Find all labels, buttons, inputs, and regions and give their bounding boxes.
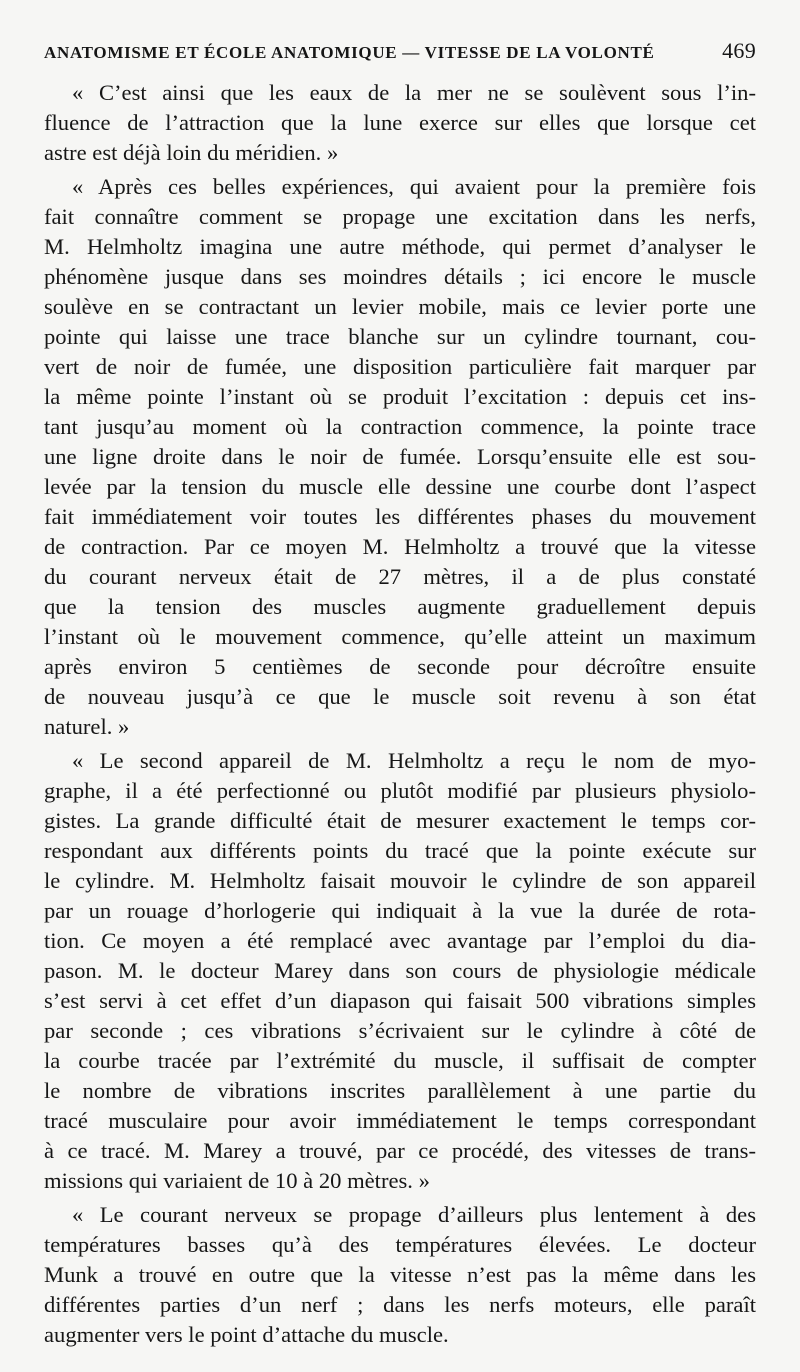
text-line: fluence de l’attraction que la lune exerce sur elles que lorsque cet xyxy=(44,110,756,135)
text-line: pointe qui laisse une trace blanche sur un cylindre tournant, cou- xyxy=(44,324,756,349)
text-line: une ligne droite dans le noir de fumée. Lorsqu’ensuite elle est sou- xyxy=(44,444,756,469)
text-line: « C’est ainsi que les eaux de la mer ne se soulèvent sous l’in- xyxy=(72,80,756,105)
page-header xyxy=(44,38,756,68)
text-line: tant jusqu’au moment où la contraction commence, la pointe trace xyxy=(44,414,756,439)
body-text xyxy=(44,78,756,1354)
text-line: naturel. » xyxy=(44,714,130,739)
text-line: la même pointe l’instant où se produit l’excitation : depuis cet ins- xyxy=(44,384,756,409)
text-line: que la tension des muscles augmente graduellement depuis xyxy=(44,594,756,619)
text-line: levée par la tension du muscle elle dessine une courbe dont l’aspect xyxy=(44,474,756,499)
text-line: graphe, il a été perfectionné ou plutôt modifié par plusieurs physiolo- xyxy=(44,778,756,803)
text-line: tion. Ce moyen a été remplacé avec avantage par l’emploi du dia- xyxy=(44,928,756,953)
page-number: 469 xyxy=(722,38,756,63)
text-line: l’instant où le mouvement commence, qu’elle atteint un maximum xyxy=(44,624,756,649)
text-line: après environ 5 centièmes de seconde pour décroître ensuite xyxy=(44,654,756,679)
text-line: le nombre de vibrations inscrites parallèlement à une partie du xyxy=(44,1078,756,1103)
text-line: s’est servi à cet effet d’un diapason qui faisait 500 vibrations simples xyxy=(44,988,756,1013)
paragraph xyxy=(44,78,756,168)
running-title: ANATOMISME ET ÉCOLE ANATOMIQUE — VITESSE DE LA VOLONTÉ xyxy=(44,43,655,62)
text-line: « Le second appareil de M. Helmholtz a reçu le nom de myo- xyxy=(72,748,756,773)
text-line: tracé musculaire pour avoir immédiatement le temps correspondant xyxy=(44,1108,756,1133)
text-line: « Le courant nerveux se propage d’ailleurs plus lentement à des xyxy=(72,1202,756,1227)
text-line: M. Helmholtz imagina une autre méthode, qui permet d’analyser le xyxy=(44,234,756,259)
text-line: respondant aux différents points du tracé que la pointe exécute sur xyxy=(44,838,756,863)
text-line: fait connaître comment se propage une excitation dans les nerfs, xyxy=(44,204,756,229)
text-line: par seconde ; ces vibrations s’écrivaient sur le cylindre à côté de xyxy=(44,1018,756,1043)
text-line: par un rouage d’horlogerie qui indiquait à la vue la durée de rota- xyxy=(44,898,756,923)
text-line: missions qui variaient de 10 à 20 mètres. » xyxy=(44,1168,430,1193)
text-line: fait immédiatement voir toutes les différentes phases du mouvement xyxy=(44,504,756,529)
text-line: astre est déjà loin du méridien. » xyxy=(44,140,339,165)
text-line: à ce tracé. M. Marey a trouvé, par ce procédé, des vitesses de trans- xyxy=(44,1138,756,1163)
text-line: Munk a trouvé en outre que la vitesse n’est pas la même dans les xyxy=(44,1262,756,1287)
text-line: soulève en se contractant un levier mobile, mais ce levier porte une xyxy=(44,294,756,319)
text-line: températures basses qu’à des températures élevées. Le docteur xyxy=(44,1232,756,1257)
text-line: de contraction. Par ce moyen M. Helmholtz a trouvé que la vitesse xyxy=(44,534,756,559)
text-line: le cylindre. M. Helmholtz faisait mouvoir le cylindre de son appareil xyxy=(44,868,756,893)
text-line: du courant nerveux était de 27 mètres, il a de plus constaté xyxy=(44,564,756,589)
text-line: de nouveau jusqu’à ce que le muscle soit revenu à son état xyxy=(44,684,756,709)
text-line: la courbe tracée par l’extrémité du muscle, il suffisait de compter xyxy=(44,1048,756,1073)
paragraph xyxy=(44,746,756,1196)
text-line: vert de noir de fumée, une disposition particulière fait marquer par xyxy=(44,354,756,379)
text-line: différentes parties d’un nerf ; dans les nerfs moteurs, elle paraît xyxy=(44,1292,756,1317)
paragraph xyxy=(44,1200,756,1350)
text-line: gistes. La grande difficulté était de mesurer exactement le temps cor- xyxy=(44,808,756,833)
text-line: phénomène jusque dans ses moindres détails ; ici encore le muscle xyxy=(44,264,756,289)
text-line: pason. M. le docteur Marey dans son cours de physiologie médicale xyxy=(44,958,756,983)
paragraph xyxy=(44,172,756,742)
text-line: augmenter vers le point d’attache du muscle. xyxy=(44,1322,449,1347)
text-line: « Après ces belles expériences, qui avaient pour la première fois xyxy=(72,174,756,199)
